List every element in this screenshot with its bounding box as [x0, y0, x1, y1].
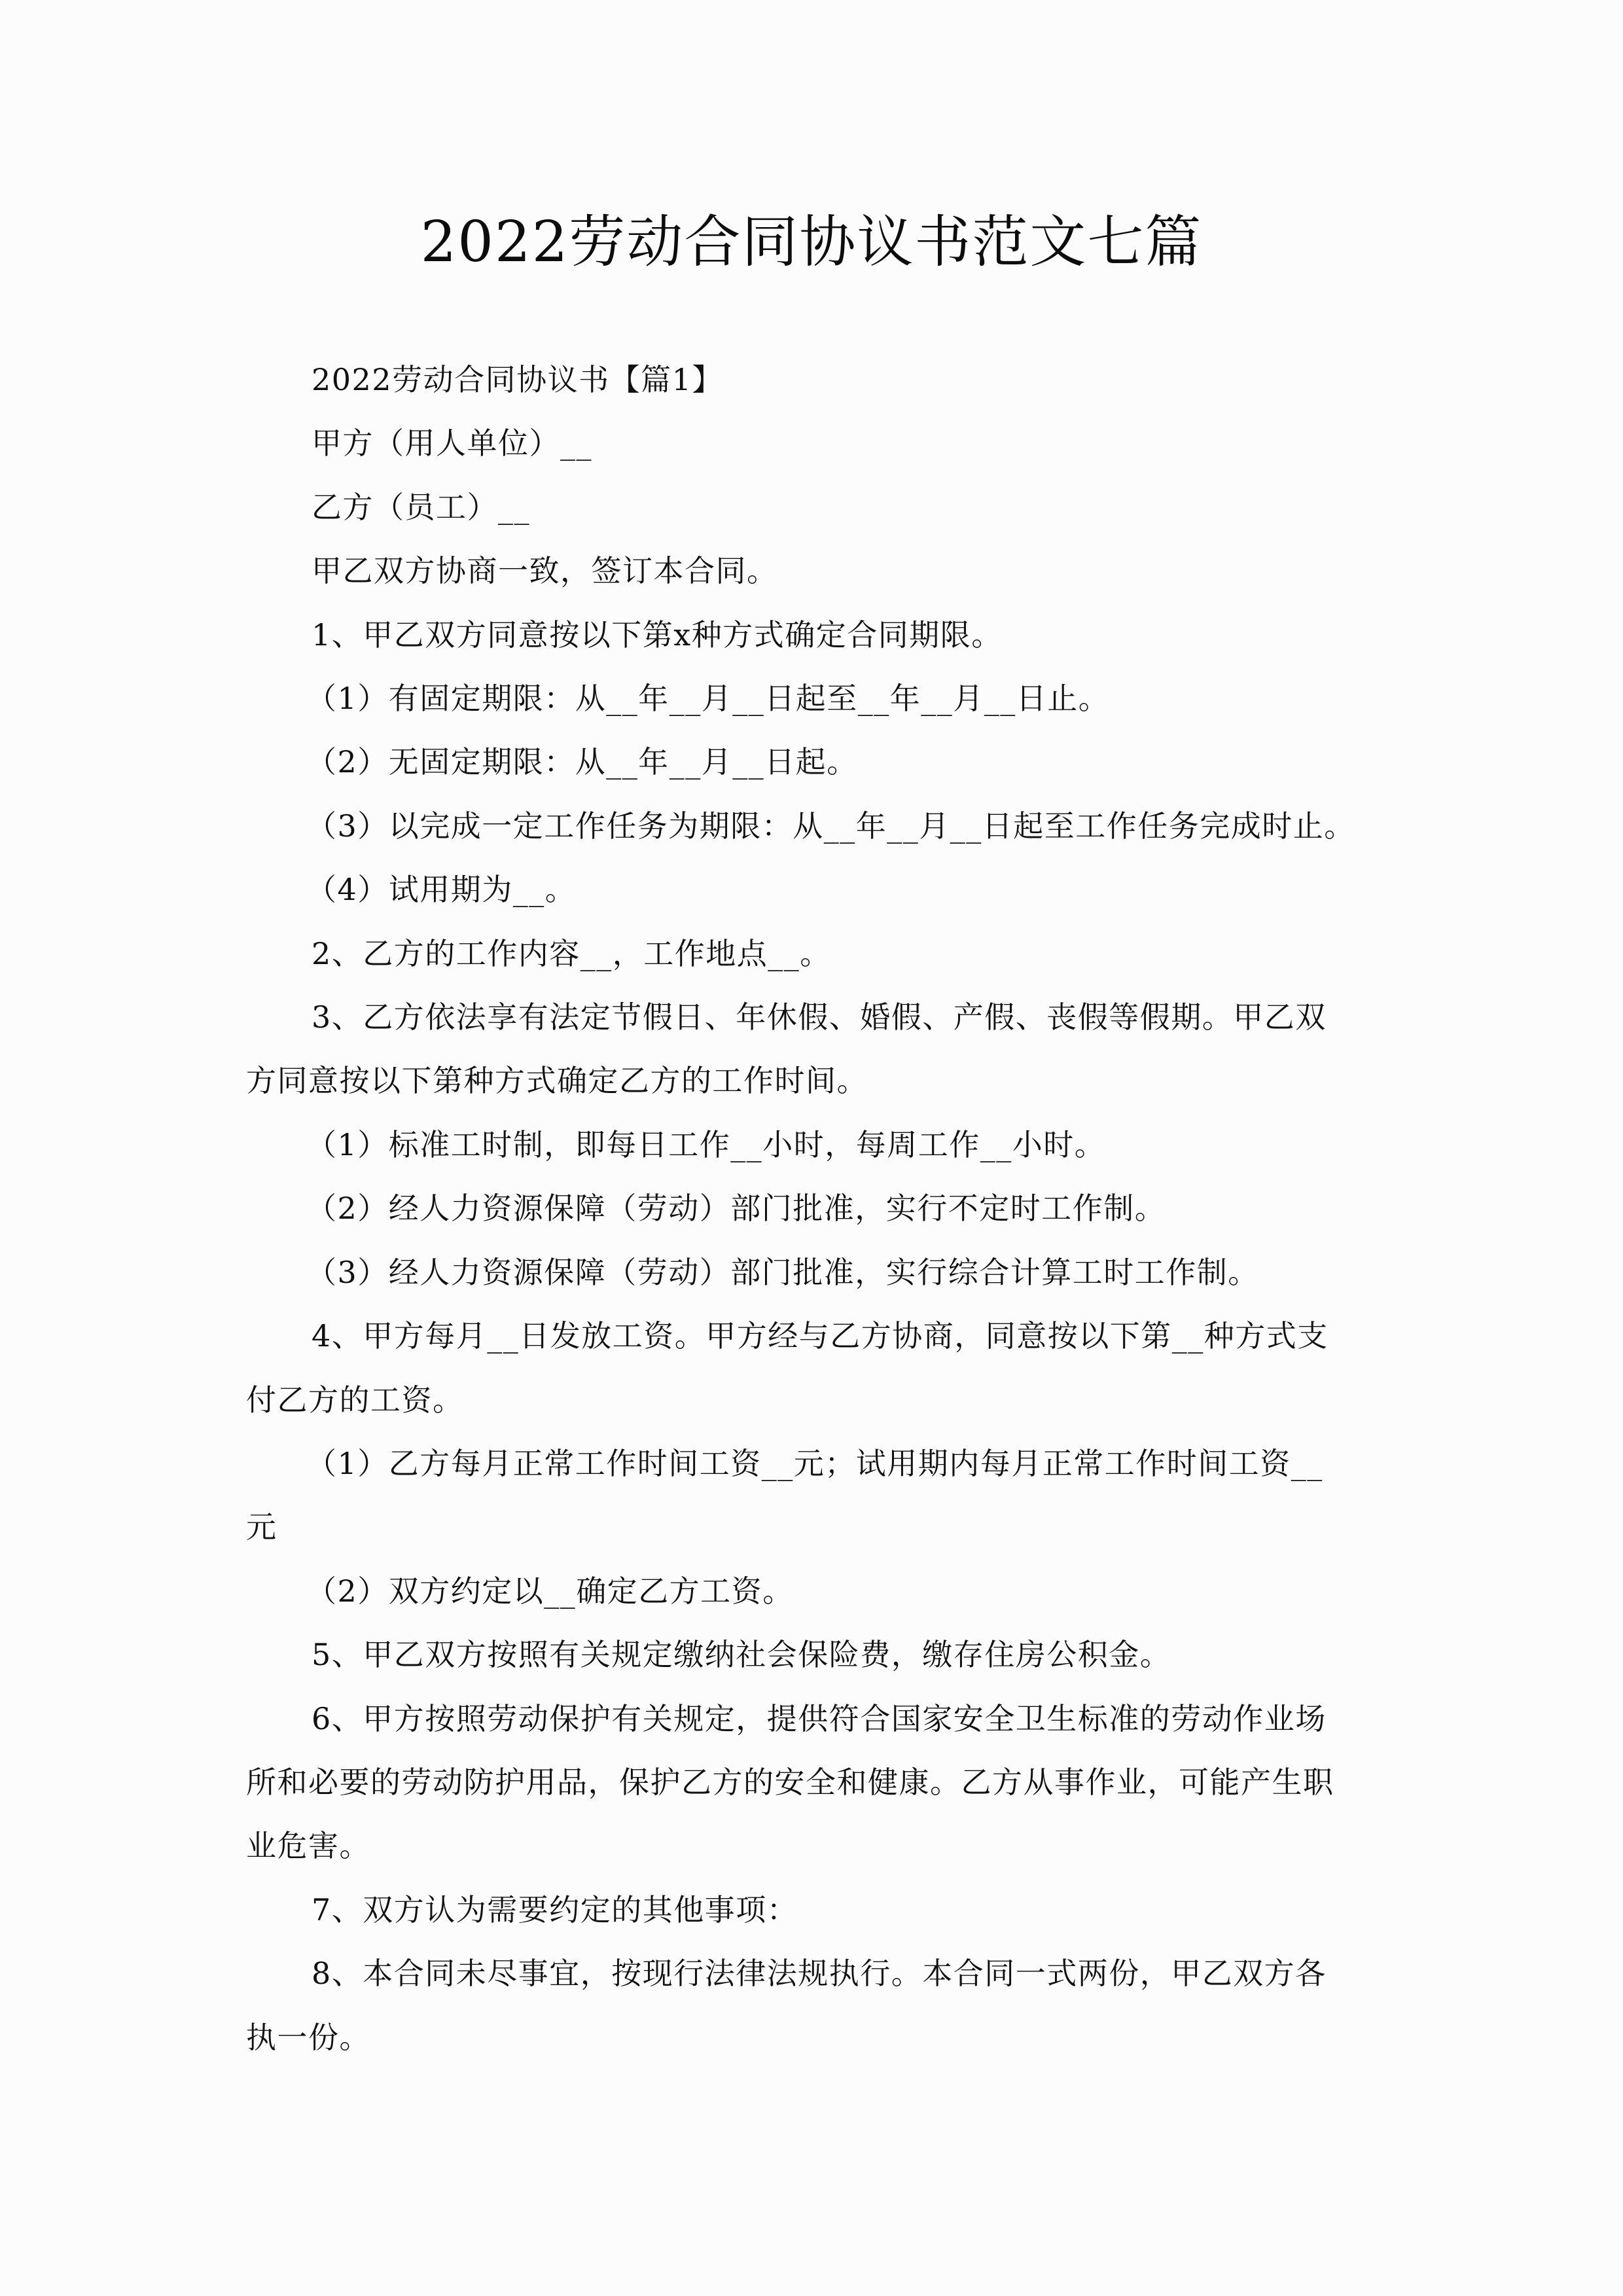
clause-1-item-1	[246, 667, 1377, 730]
paragraph-line: 7、双方认为需要约定的其他事项：	[312, 1892, 798, 1928]
clause-4	[246, 1304, 1377, 1432]
clause-7	[246, 1878, 1377, 1942]
paragraph-line: 4、甲方每月__日发放工资。甲方经与乙方协商，同意按以下第__种方式支	[312, 1318, 1329, 1354]
paragraph-line: 执一份。	[246, 2019, 370, 2055]
paragraph-line: （3）以完成一定工作任务为期限：从__年__月__日起至工作任务完成时止。	[306, 808, 1355, 844]
paragraph-line: 元	[246, 1509, 277, 1545]
clause-8	[246, 1942, 1377, 2070]
paragraph-line: （2）经人力资源保障（劳动）部门批准，实行不定时工作制。	[306, 1191, 1166, 1227]
section-heading	[246, 348, 1377, 412]
clause-4-item-2	[246, 1560, 1377, 1623]
document-body	[246, 348, 1377, 2070]
paragraph-agreement	[246, 539, 1377, 603]
document-title: 2022劳动合同协议书范文七篇	[420, 209, 1203, 275]
clause-3-item-3	[246, 1241, 1377, 1304]
paragraph-line: 6、甲方按照劳动保护有关规定，提供符合国家安全卫生标准的劳动作业场	[312, 1700, 1327, 1736]
clause-1-item-2	[246, 730, 1377, 794]
paragraph-line: 业危害。	[246, 1828, 370, 1864]
paragraph-line: （2）双方约定以__确定乙方工资。	[306, 1573, 794, 1609]
clause-4-item-1	[246, 1432, 1377, 1560]
paragraph-line: （1）标准工时制，即每日工作__小时，每周工作__小时。	[306, 1126, 1106, 1162]
clause-2	[246, 922, 1377, 986]
clause-1-item-4	[246, 858, 1377, 922]
section-heading-text: 2022劳动合同协议书【篇1】	[312, 362, 723, 397]
clause-5	[246, 1623, 1377, 1687]
paragraph-line: 2、乙方的工作内容__，工作地点__。	[312, 935, 831, 971]
paragraph-line: （4）试用期为__。	[306, 872, 577, 908]
paragraph-line: 8、本合同未尽事宜，按现行法律法规执行。本合同一式两份，甲乙双方各	[312, 1956, 1327, 1992]
paragraph-line: （2）无固定期限：从__年__月__日起。	[306, 744, 858, 780]
paragraph-line: （1）乙方每月正常工作时间工资__元；试用期内每月正常工作时间工资__	[306, 1445, 1323, 1481]
paragraph-line: （1）有固定期限：从__年__月__日起至__年__月__日止。	[306, 681, 1110, 717]
paragraph-party-b	[246, 476, 1377, 539]
paragraph-line: 5、甲乙双方按照有关规定缴纳社会保险费，缴存住房公积金。	[312, 1637, 1171, 1673]
paragraph-line: 所和必要的劳动防护用品，保护乙方的安全和健康。乙方从事作业，可能产生职	[246, 1764, 1334, 1800]
clause-6	[246, 1687, 1377, 1878]
paragraph-line: 付乙方的工资。	[246, 1382, 464, 1418]
clause-3-item-1	[246, 1113, 1377, 1177]
clause-1-item-3	[246, 795, 1377, 858]
paragraph-line: 1、甲乙双方同意按以下第x种方式确定合同期限。	[312, 617, 1003, 653]
clause-3-item-2	[246, 1177, 1377, 1240]
paragraph-line: 甲乙双方协商一致，签订本合同。	[312, 553, 778, 589]
paragraph-line: 3、乙方依法享有法定节假日、年休假、婚假、产假、丧假等假期。甲乙双	[312, 999, 1327, 1035]
paragraph-line: 甲方（用人单位）__	[312, 425, 592, 461]
paragraph-line: （3）经人力资源保障（劳动）部门批准，实行综合计算工时工作制。	[306, 1254, 1259, 1290]
paragraph-party-a	[246, 412, 1377, 475]
paragraph-line: 方同意按以下第种方式确定乙方的工作时间。	[246, 1063, 868, 1099]
clause-3	[246, 986, 1377, 1113]
clause-1	[246, 603, 1377, 667]
paragraph-line: 乙方（员工）__	[312, 489, 530, 525]
